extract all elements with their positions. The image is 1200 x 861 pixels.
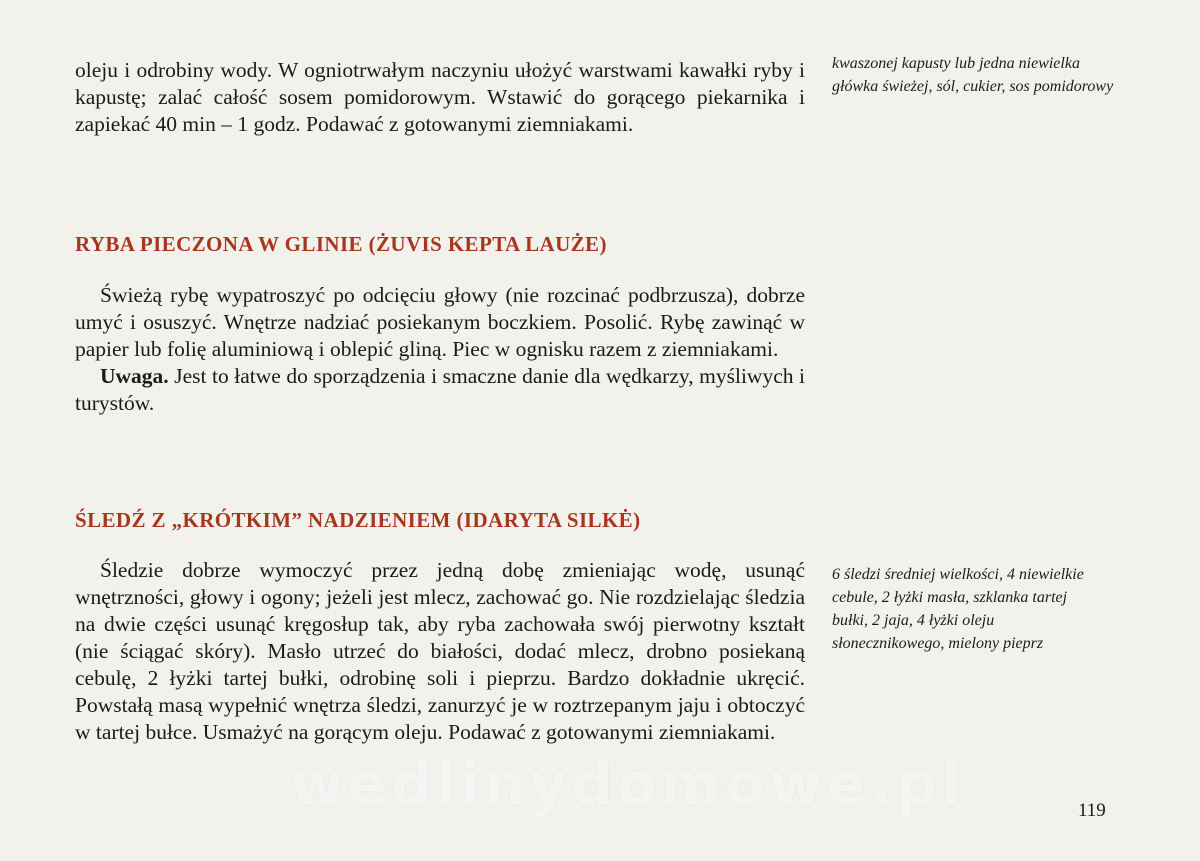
- recipe-ingredients-herring: 6 śledzi średniej wielkości, 4 niewielkie cebule, 2 łyżki masła, szklanka tartej bułki, 2 jaja, 4 łyżki oleju słonecznikowego, mielony pieprz: [832, 566, 1084, 652]
- page-number: 119: [1078, 800, 1106, 821]
- recipe-instructions-herring: Śledzie dobrze wymoczyć przez jedną dobę zmieniając wodę, usunąć wnętrzności, głowy i ogony; jeżeli jest mlecz, zachować go. Nie rozdzielając śledzia na dwie części usunąć kręgosłup tak, aby ryba zachowała swój pierwotny kształt (nie ściągać skóry). Masło utrzeć do białości, dodać mlecz, drobno posiekaną cebulę, 2 łyżki tartej bułki, odrobinę soli i pieprzu. Bardzo dokładnie ukręcić. Powstałą masą wypełnić wnętrza śledzi, zanurzyć je w roztrzepanym jaju i obtoczyć w tartej bułce. Usmażyć na gorącym oleju. Podawać z gotowanymi ziemniakami.: [75, 558, 805, 744]
- watermark: wedlinydomowe.pl: [290, 750, 966, 818]
- recipe-body-clay-fish: [75, 282, 805, 417]
- continued-recipe-ingredients: kwaszonej kapusty lub jedna niewielka główka świeżej, sól, cukier, sos pomidorowy: [832, 55, 1114, 95]
- continued-recipe-text: oleju i odrobiny wody. W ogniotrwałym naczyniu ułożyć warstwami kawałki ryby i kapustę; zalać całość sosem pomidorowym. Wstawić do gorącego piekarnika i zapiekać 40 min – 1 godz. Podawać z gotowanymi ziemniakami.: [75, 58, 805, 136]
- note-text: Jest to łatwe do sporządzenia i smaczne danie dla wędkarzy, myśliwych i turystów.: [75, 364, 805, 415]
- recipe-note-clay-fish: [75, 363, 805, 417]
- recipe-instructions-clay-fish: Świeżą rybę wypatroszyć po odcięciu głowy (nie rozcinać podbrzusza), dobrze umyć i osuszyć. Wnętrze nadziać posiekanym boczkiem. Posolić. Rybę zawinąć w papier lub folię aluminiową i oblepić gliną. Piec w ognisku razem z ziemniakami.: [75, 283, 805, 361]
- note-label: Uwaga.: [100, 364, 169, 388]
- recipe-title-clay-fish: RYBA PIECZONA W GLINIE (ŻUVIS KEPTA LAUŻE): [75, 232, 607, 256]
- recipe-title-herring: ŚLEDŹ Z „KRÓTKIM” NADZIENIEM (IDARYTA SILKĖ): [75, 508, 641, 532]
